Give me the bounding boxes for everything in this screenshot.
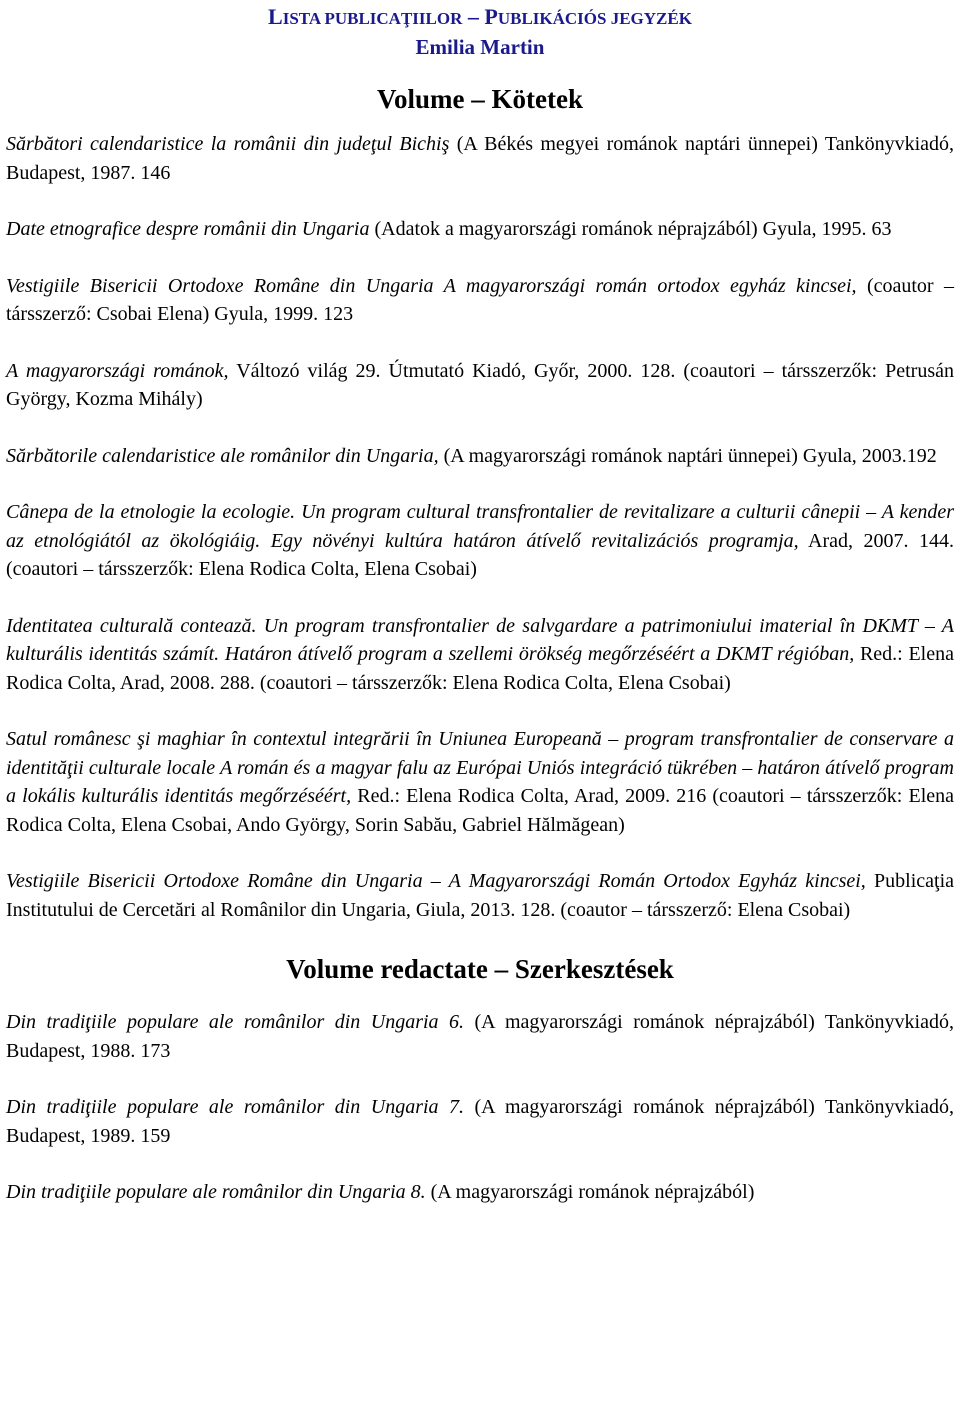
publication-entry	[6, 612, 954, 698]
entry-title: Sărbătorile calendaristice ale românilor din Ungaria,	[6, 444, 439, 467]
title-part-1: ISTA PUBLICAŢIILOR	[282, 9, 463, 28]
entry-title: Date etnografice despre românii din Ungaria	[6, 218, 370, 240]
entry-title: Vestigiile Bisericii Ortodoxe Române din Ungaria – A Magyarországi Román Ortodox Egyház kincsei,	[6, 870, 866, 892]
title-part-2: UBLIKÁCIÓS JEGYZÉK	[497, 9, 692, 28]
title-dash: –	[462, 4, 485, 29]
author-name: Emilia Martin	[415, 35, 545, 59]
publication-entry	[6, 357, 954, 414]
volumes-list	[6, 130, 954, 924]
entry-title: Vestigiile Bisericii Ortodoxe Române din Ungaria A magyarországi román ortodox egyház kincsei,	[6, 274, 857, 297]
publication-entry	[6, 130, 954, 187]
entry-details: (A magyarországi románok néprajzából)	[425, 1181, 755, 1203]
publication-entry	[6, 1093, 954, 1150]
entry-title: Din tradiţiile populare ale românilor din Ungaria 6.	[6, 1011, 465, 1033]
publication-entry	[6, 725, 954, 839]
title-initial-1: L	[268, 4, 283, 29]
entry-details: Arad, 2007. 144. (coautori – társszerzők: Elena Rodica Colta, Elena Csobai)	[6, 529, 954, 580]
entry-details: Red.: Elena Rodica Colta, Arad, 2009. 216 (coautori – társszerzők: Elena Rodica Colta, Elena Csobai, Ando György, Sorin Sabău, Gabriel Hălmăgean)	[6, 785, 954, 836]
section-heading-edited-volumes: Volume redactate – Szerkesztések	[286, 954, 674, 984]
entry-details: (A magyarországi románok néprajzából) Tankönyvkiadó, Budapest, 1988. 173	[6, 1011, 954, 1062]
entry-details: Változó világ 29. Útmutató Kiadó, Győr, 2000. 128. (coautori – társszerzők: Petrusán György, Kozma Mihály)	[6, 359, 954, 410]
entry-title: Din tradiţiile populare ale românilor din Ungaria 7.	[6, 1096, 465, 1118]
document-header	[6, 4, 954, 60]
entry-details: Red.: Elena Rodica Colta, Arad, 2008. 288. (coautori – társszerzők: Elena Rodica Colta, Elena Csobai)	[6, 643, 954, 694]
entry-title: A magyarországi románok,	[6, 359, 229, 382]
entry-details: (A magyarországi románok naptári ünnepei) Gyula, 2003.192	[438, 444, 937, 467]
publication-entry	[6, 867, 954, 924]
document-page	[0, 4, 960, 1424]
entry-details: Publicaţia Institutului de Cercetări al Românilor din Ungaria, Giula, 2013. 128. (coautor – társszerző: Elena Csobai)	[6, 870, 955, 921]
entry-details: (A magyarországi románok néprajzából) Tankönyvkiadó, Budapest, 1989. 159	[6, 1096, 954, 1147]
entry-title: Din tradiţiile populare ale românilor din Ungaria 8.	[6, 1181, 426, 1203]
title-initial-2: P	[484, 4, 498, 29]
publication-entry	[6, 215, 954, 244]
entry-title: Satul românesc şi maghiar în contextul integrării în Uniunea Europeană – program transfrontalier de conservare a identităţii culturale locale A román és a magyar falu az Európai Uniós integráció tükrében – határon átívelő program a lokális kulturális identitás megőrzéséért,	[6, 728, 954, 807]
publication-entry	[6, 442, 954, 471]
publication-entry	[6, 498, 954, 584]
entry-title: Identitatea culturală contează. Un program transfrontalier de salvgardare a patrimoniului imaterial în DKMT – A kulturális identitás számít. Határon átívelő program a szellemi örökség megőrzéséért a DKMT régióban,	[6, 614, 954, 665]
section-heading-volumes: Volume – Kötetek	[377, 84, 583, 114]
entry-title: Cânepa de la etnologie la ecologie. Un program cultural transfrontalier de revitalizare a culturii cânepii – A kender az etnológiától az ökológiáig. Egy növényi kultúra határon átívelő revitalizációs programja,	[6, 501, 954, 552]
entry-details: (Adatok a magyarországi románok néprajzából) Gyula, 1995. 63	[369, 218, 892, 240]
entry-details: (coautor – társszerző: Csobai Elena) Gyula, 1999. 123	[6, 274, 954, 325]
publication-entry	[6, 1178, 954, 1207]
document-title	[6, 4, 954, 32]
publication-entry	[6, 1008, 954, 1065]
entry-title: Sărbători calendaristice la românii din judeţul Bichiş	[6, 133, 450, 155]
publication-entry	[6, 272, 954, 329]
edited-volumes-list	[6, 1008, 954, 1207]
entry-details: (A Békés megyei románok naptári ünnepei) Tankönyvkiadó, Budapest, 1987. 146	[6, 133, 955, 184]
